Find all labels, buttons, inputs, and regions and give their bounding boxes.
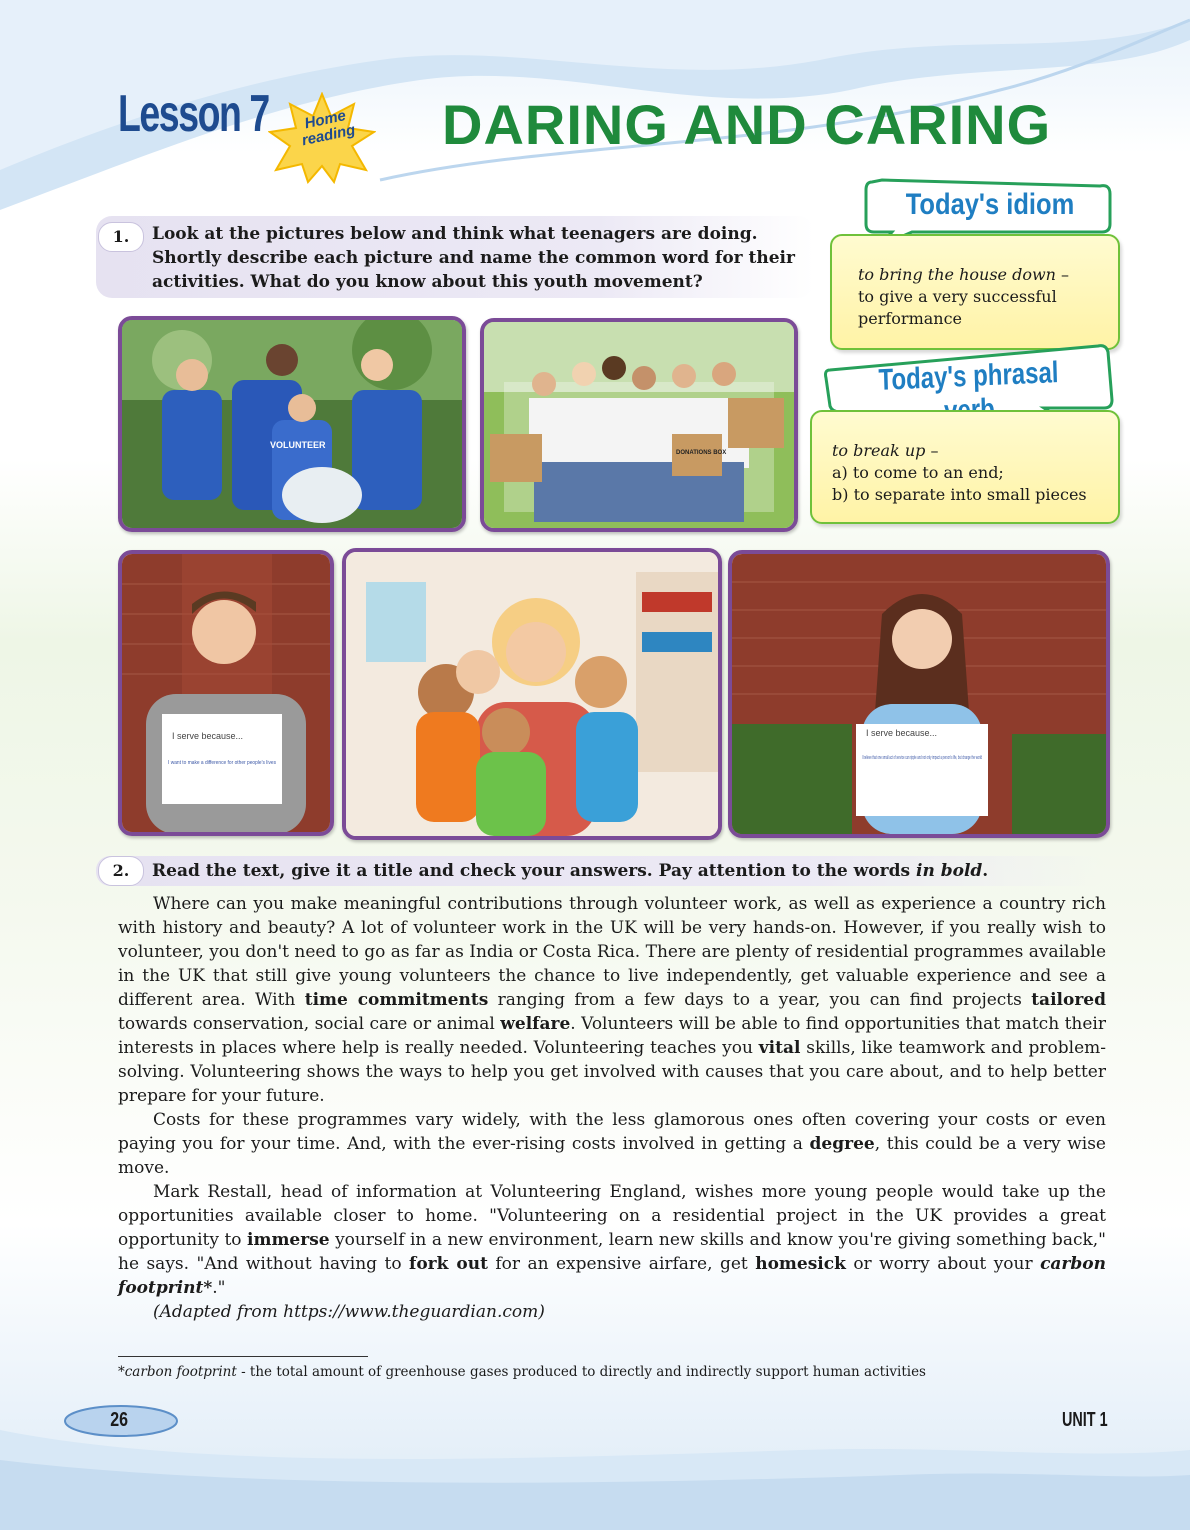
article-text [118, 892, 1106, 1324]
phrasal-meaning-b: b) to separate into small pieces [832, 485, 1087, 504]
task-1 [96, 216, 814, 298]
footnote: *carbon footprint - the total amount of greenhouse gases produced to directly and indirectly support human activities [118, 1364, 926, 1380]
phrasal-phrase: to break up [832, 441, 926, 460]
photo-donation-boxes [480, 318, 798, 532]
task-2-instruction: Read the text, give it a title and check your answers. Pay attention to the words in bold. [152, 861, 989, 881]
phrasal-verb-heading: Today's phrasal [878, 356, 1059, 397]
paragraph-3: Mark Restall, head of information at Volunteering England, wishes more young people would take up the opportunities available closer to home. "Volunteering on a residential project in the UK provides a great opportunity to immerse yourself in a new environment, learn new skills and know you're giving something back," he says. "And without having to fork out for an expensive airfare, get homesick or worry about your carbon footprint*." [118, 1182, 1106, 1298]
sign-heading: I serve because... [866, 728, 938, 738]
photo-girl-sign [728, 550, 1110, 838]
task-2 [96, 856, 1106, 886]
idiom-heading: Today's idiom [905, 188, 1075, 221]
volunteer-shirt-label: VOLUNTEER [270, 440, 326, 450]
photo-boy-sign [118, 550, 334, 836]
unit-label: UNIT 1 [1062, 1409, 1108, 1431]
donations-box-label: DONATIONS BOX [676, 450, 727, 456]
paragraph-2: Costs for these programmes vary widely, with the less glamorous ones often covering your costs or even paying you for your time. And, with the ever-rising costs involved in getting a degree, this could be a very wise move. [118, 1110, 1106, 1178]
photo-teacher-children [342, 548, 722, 840]
task-number: 1. [98, 222, 144, 252]
task-number: 2. [98, 856, 144, 886]
sign-handwriting: I believe that one small act of service can ripple and not only impact a person's life, but change the world [862, 755, 983, 761]
sign-heading: I serve because... [172, 731, 244, 741]
sign-handwriting: I want to make a difference for other people's lives [168, 760, 277, 766]
page-title: DARING AND CARING [442, 93, 1052, 156]
task-1-instruction: Look at the pictures below and think what teenagers are doing. Shortly describe each picture and name the common word for their activities. What do you know about this youth movement? [152, 224, 795, 292]
page-number: 26 [110, 1409, 129, 1431]
phrasal-verb-note: to break up – a) to come to an end; b) to separate into small pieces [810, 410, 1120, 524]
lesson-label: Lesson 7 [118, 85, 269, 143]
paragraph-1: Where can you make meaningful contributions through volunteer work, as well as experience a country rich with history and beauty? A lot of volunteer work in the UK will be very hands-on. However, if you really wish to volunteer, you don't need to go as far as India or Costa Rica. There are plenty of residential programmes available in the UK that still give young volunteers the chance to live independently, get valuable experience and see a different area. With time commitments ranging from a few days to a year, you can find projects tailored towards conservation, social care or animal welfare. Volunteers will be able to find opportunities that match their interests in places where help is really needed. Volunteering teaches you vital skills, like teamwork and problem-solving. Volunteering shows the ways to help you get involved with causes that you care about, and to help better prepare for your future. [118, 894, 1106, 1106]
idiom-note: to bring the house down – to give a very successful performance [830, 234, 1120, 350]
footnote-divider [118, 1356, 368, 1357]
phrasal-meaning-a: a) to come to an end; [832, 463, 1004, 482]
home-reading-badge: Home reading [300, 107, 357, 150]
article-source: (Adapted from https://www.theguardian.com) [153, 1302, 545, 1322]
idiom-phrase: to bring the house down [858, 265, 1056, 284]
idiom-meaning: to give a very successful performance [858, 287, 1057, 328]
photo-volunteers-cleanup [118, 316, 466, 532]
